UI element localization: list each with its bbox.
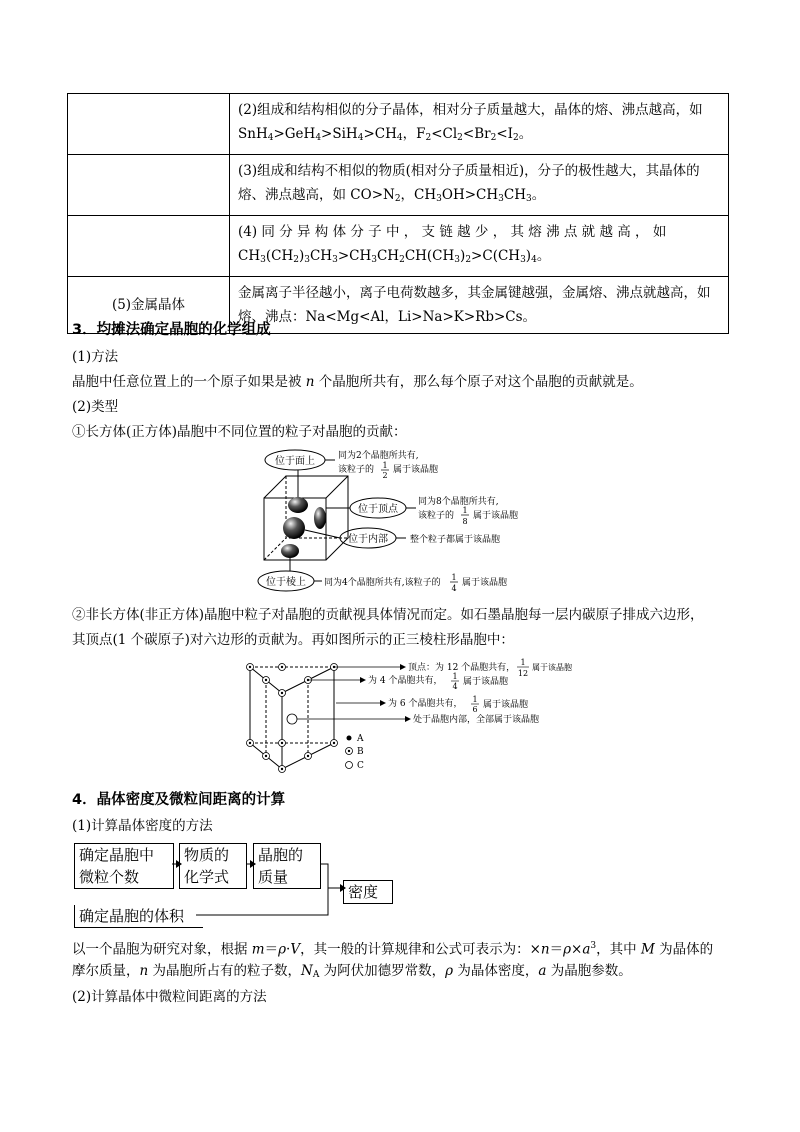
vertex-note-3: 属于该晶胞 xyxy=(473,511,519,521)
cube-edges xyxy=(264,476,348,560)
flow-box-4-line: 密度 xyxy=(348,883,379,901)
prism-note-1-frac-n: 1 xyxy=(520,658,526,667)
prism-note-2-frac-n: 1 xyxy=(452,672,458,681)
face-note-1: 同为2个晶胞所共有, xyxy=(338,451,419,461)
flow-box-1-line-1: 确定晶胞中 xyxy=(79,846,155,864)
formula-line-1: 以一个晶胞为研究对象，根据 m＝ρ·V，其一般的计算规律和公式可表示为：$\times n=\rho\times a^3$，其中 M 为晶体的 xyxy=(72,941,714,958)
flow-box-2-line-2: 化学式 xyxy=(184,868,230,886)
flow-box-5-line: 确定晶胞的体积 xyxy=(79,907,185,925)
face-note-3: 属于该晶胞 xyxy=(393,465,439,475)
flow-box-3-line-2: 质量 xyxy=(258,868,289,886)
face-frac-n: 1 xyxy=(382,461,388,470)
inner-note: 整个粒子都属于该晶胞 xyxy=(410,535,501,545)
section4-sub2: (2)计算晶体中微粒间距离的方法 xyxy=(72,989,267,1005)
table-cell-left: (5)金属晶体 xyxy=(68,277,230,334)
prism-note-4: 处于晶胞内部，全部属于该晶胞 xyxy=(413,715,540,725)
prism-note-2-frac-d: 4 xyxy=(452,682,458,691)
face-label: 位于面上 xyxy=(275,456,315,467)
atom-c xyxy=(287,714,297,724)
table-cell-right: (3)组成和结构不相似的物质(相对分子质量相近)，分子的极性越大，其晶体的熔、沸点越高，如 $CO>N_2$，$CH_3OH>CH_3CH_3$。 xyxy=(230,155,729,216)
inner-sphere xyxy=(283,517,305,539)
formula-line-2: 摩尔质量，n 为晶胞所占有的粒子数，$N_A$ 为阿伏加德罗常数，ρ 为晶体密度，a 为晶胞参数。 xyxy=(72,963,632,980)
legend-a-icon xyxy=(347,736,352,741)
prism-note-3-frac-n: 1 xyxy=(472,695,478,704)
prism-note-1-frac-d: 12 xyxy=(517,669,529,678)
prism-note-3-frac-d: 6 xyxy=(472,705,478,714)
table-cell-right: (2)组成和结构相似的分子晶体，相对分子质量越大，晶体的熔、沸点越高，如$SnH_4>GeH_4>SiH_4>CH_4$，$F_2<Cl_2<Br_2<I_2$。 xyxy=(230,94,729,155)
section3-type2-line1: ②非长方体(非正方体)晶胞中粒子对晶胞的贡献视具体情况而定。如石墨晶胞每一层内碳原子排成六边形， xyxy=(72,607,704,623)
edge-sphere xyxy=(281,544,299,558)
vertex-frac-d: 8 xyxy=(462,517,468,526)
prism-note-2b: 属于该晶胞 xyxy=(463,677,509,687)
table-row xyxy=(68,155,729,216)
section4-sub1: (1)计算晶体密度的方法 xyxy=(72,818,213,834)
flow-box-3-line-1: 晶胞的 xyxy=(258,846,304,864)
table-cell-right: (4) 同 分 异 构 体 分 子 中 ， 支 链 越 少 ， 其 熔 沸 点 就 越 高 ， 如$CH_3(CH_2)_3CH_3>CH_3CH_2CH(CH_3)_2>C(CH_3)_4$。 xyxy=(230,216,729,277)
face-frac-d: 2 xyxy=(382,471,388,480)
prism-note-2a: 为 4 个晶胞共有， xyxy=(368,676,443,686)
prism-cell-diagram xyxy=(240,655,572,775)
vertex-frac-n: 1 xyxy=(462,506,468,515)
legend-b: B xyxy=(357,747,364,757)
table-cell-left xyxy=(68,216,230,277)
edge-frac-n: 1 xyxy=(451,573,457,582)
section4-heading: 4．晶体密度及微粒间距离的计算 xyxy=(72,792,286,808)
crystal-property-table xyxy=(67,93,729,334)
vertex-note-1: 同为8个晶胞所共有, xyxy=(418,497,499,507)
prism-note-1a: 顶点：为 12 个晶胞共有， xyxy=(408,663,516,673)
edge-frac-d: 4 xyxy=(451,584,457,593)
vertex-label: 位于顶点 xyxy=(358,504,398,515)
section3-sub1: (1)方法 xyxy=(72,349,119,365)
prism-note-3b: 属于该晶胞 xyxy=(483,700,529,710)
vertex-note-2: 该粒子的 xyxy=(418,511,455,521)
section3-sub2: (2)类型 xyxy=(72,399,119,415)
table-cell-left xyxy=(68,94,230,155)
edge-note-2: 属于该晶胞 xyxy=(462,578,508,588)
cube-cell-diagram xyxy=(250,448,550,596)
section3-type1: ①长方体(正方体)晶胞中不同位置的粒子对晶胞的贡献： xyxy=(72,424,407,440)
table-cell-right: 金属离子半径越小，离子电荷数越多，其金属键越强，金属熔、沸点就越高，如熔、沸点：Na<Mg<Al，Li>Na>K>Rb>Cs。 xyxy=(230,277,729,334)
legend-c-icon xyxy=(346,762,353,769)
edge-note-1: 同为4个晶胞所共有,该粒子的 xyxy=(324,578,441,588)
table-row xyxy=(68,216,729,277)
flow-arrows xyxy=(60,840,400,935)
face-note-2: 该粒子的 xyxy=(338,465,375,475)
section3-heading: 3．均摊法确定晶胞的化学组成 xyxy=(72,322,271,338)
prism-note-1b: 属于该晶胞 xyxy=(532,663,572,672)
table-row xyxy=(68,94,729,155)
section3-type2-line2: 其顶点(1 个碳原子)对六边形的贡献为。再如图所示的正三棱柱形晶胞中： xyxy=(72,632,514,648)
inner-label: 位于内部 xyxy=(348,534,388,545)
legend-c: C xyxy=(357,761,364,771)
prism-note-3a: 为 6 个晶胞共有， xyxy=(388,699,463,709)
flow-box-2-line-1: 物质的 xyxy=(184,846,230,864)
flow-box-1-line-2: 微粒个数 xyxy=(79,868,140,886)
legend-a: A xyxy=(357,734,364,744)
table-cell-left xyxy=(68,155,230,216)
vertex-sphere xyxy=(314,507,326,529)
edge-label: 位于棱上 xyxy=(266,577,306,588)
face-sphere xyxy=(288,497,308,513)
section3-method: 晶胞中任意位置上的一个原子如果是被 n 个晶胞所共有，那么每个原子对这个晶胞的贡献就是。 xyxy=(72,374,643,390)
